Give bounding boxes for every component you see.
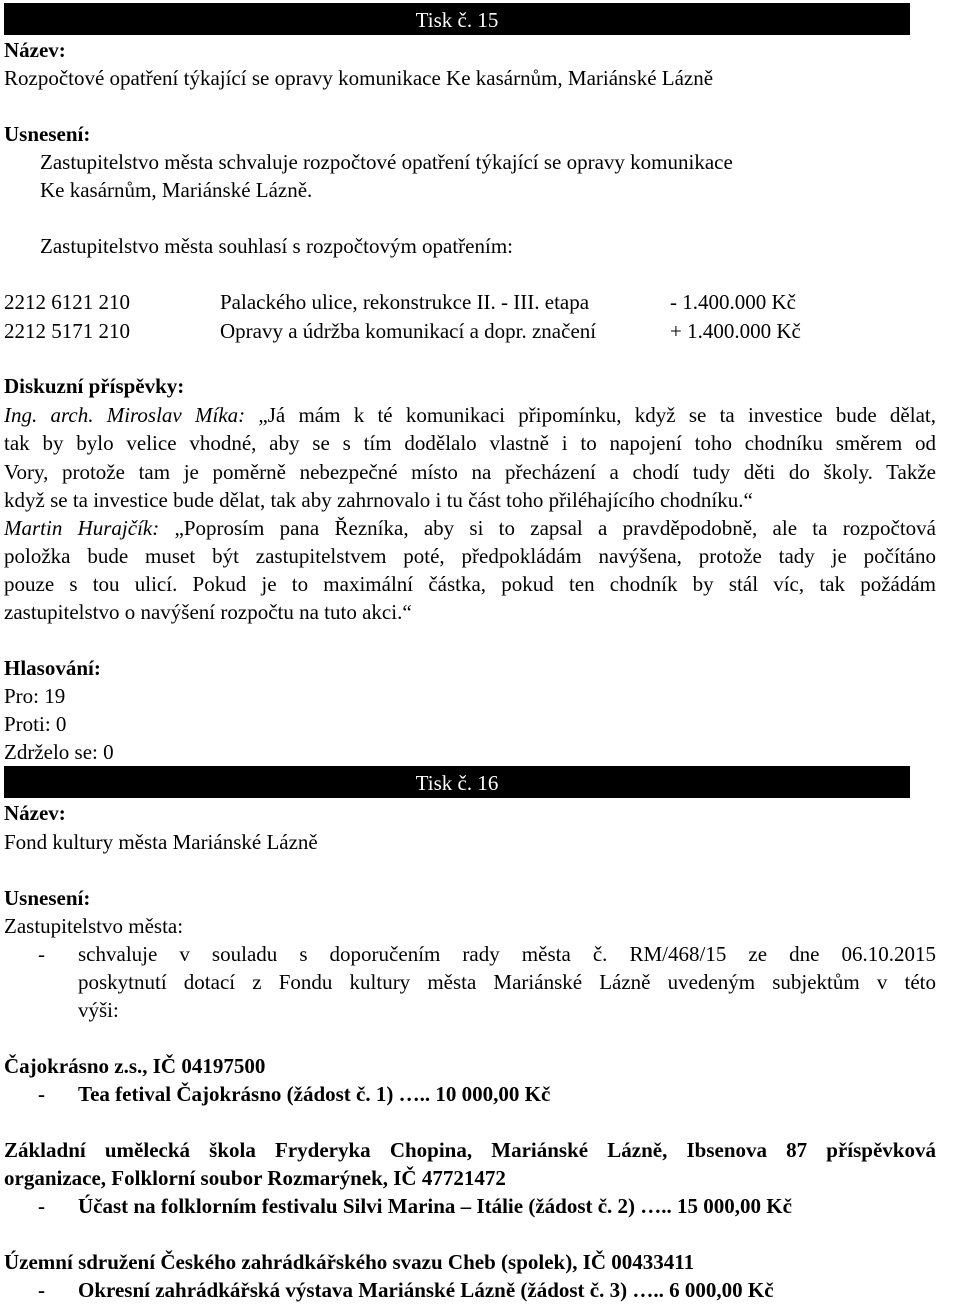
list-dash: - — [38, 1082, 45, 1106]
discussion-line: pouze s tou ulicí. Pokud je to maximální částka, pokud ten chodník by stál víc, tak požádám — [4, 572, 936, 596]
item-15-nazev-label: Název: — [4, 38, 66, 62]
vote-against: Proti: 0 — [4, 712, 67, 736]
speaker-2-name: Martin Hurajčík: — [4, 516, 160, 540]
grant-item-text: Účast na folklorním festivalu Silvi Marina – Itálie (žádost č. 2) ….. 15 000,00 Kč — [78, 1194, 792, 1218]
budget-amount: - 1.400.000 Kč — [670, 290, 796, 314]
item-15-usneseni-label: Usnesení: — [4, 122, 91, 146]
vote-for: Pro: 19 — [4, 684, 66, 708]
list-dash: - — [38, 1194, 45, 1218]
item-16-nazev-label: Název: — [4, 801, 66, 825]
budget-code: 2212 6121 210 — [4, 290, 130, 314]
speaker-2-text: „Poprosím pana Řezníka, aby si to zapsal a pravděpodobně, ale ta rozpočtová — [174, 516, 937, 540]
item-16-title: Fond kultury města Mariánské Lázně — [4, 830, 318, 854]
resolution-point-line-1: schvaluje v souladu s doporučením rady města č. RM/468/15 ze dne 06.10.2015 — [78, 942, 936, 966]
budget-code: 2212 5171 210 — [4, 319, 130, 343]
resolution-point — [0, 942, 960, 966]
grant-organization: organizace, Folklorní soubor Rozmarýnek, IČ 47721472 — [4, 1166, 506, 1190]
grant-item-text: Okresní zahrádkářská výstava Mariánské Lázně (žádost č. 3) ….. 6 000,00 Kč — [78, 1278, 774, 1302]
item-16-usneseni-label: Usnesení: — [4, 886, 91, 910]
budget-amount: + 1.400.000 Kč — [670, 319, 801, 343]
grant-item — [0, 1194, 960, 1218]
grant-organization: Čajokrásno z.s., IČ 04197500 — [4, 1054, 266, 1078]
list-dash: - — [38, 1278, 45, 1302]
speaker-1-text: „Já mám k té komunikaci připomínku, když se ta investice bude dělat, — [258, 403, 936, 427]
budget-description: Opravy a údržba komunikací a dopr. značení — [220, 319, 597, 343]
grant-item-text: Tea fetival Čajokrásno (žádost č. 1) ….. 10 000,00 Kč — [78, 1082, 551, 1106]
item-15-number: Tisk č. 15 — [415, 8, 499, 32]
vote-abstain: Zdrželo se: 0 — [4, 740, 114, 764]
grant-item — [0, 1278, 960, 1302]
resolution-point-line-2: poskytnutí dotací z Fondu kultury města Mariánské Lázně uvedeným subjektům v této — [78, 970, 936, 994]
discussion-line: položka bude muset být zastupitelstvem poté, předpokládám navýšena, protože tady je počítáno — [4, 544, 936, 568]
budget-description: Palackého ulice, rekonstrukce II. - III. etapa — [220, 290, 590, 314]
grant-item — [0, 1082, 960, 1106]
item-15-resolution-line-1: Zastupitelstvo města schvaluje rozpočtové opatření týkající se opravy komunikace — [40, 150, 733, 174]
discussion-line — [4, 516, 936, 540]
budget-row — [0, 290, 960, 314]
resolution-point-cont — [0, 998, 960, 1022]
speaker-1-name: Ing. arch. Miroslav Míka: — [4, 403, 246, 427]
item-15-title: Rozpočtové opatření týkající se opravy komunikace Ke kasárnům, Mariánské Lázně — [4, 66, 714, 90]
grant-organization: Územní sdružení Českého zahrádkářského svazu Cheb (spolek), IČ 00433411 — [4, 1250, 695, 1274]
resolution-point-cont — [0, 970, 960, 994]
discussion-line: když se ta investice bude dělat, tak aby zahrnovalo i tu část toho přiléhajícího chodníku.“ — [4, 488, 753, 512]
item-16-council-text: Zastupitelstvo města: — [4, 914, 184, 938]
budget-row — [0, 319, 960, 343]
grant-organization: Základní umělecká škola Fryderyka Chopina, Mariánské Lázně, Ibsenova 87 příspěvková — [4, 1138, 936, 1162]
item-16-header-bar — [4, 766, 910, 798]
resolution-point-line-3: výši: — [78, 998, 119, 1022]
voting-label: Hlasování: — [4, 656, 101, 680]
discussion-line: zastupitelstvo o navýšení rozpočtu na tuto akci.“ — [4, 600, 412, 624]
item-15-consent-text: Zastupitelstvo města souhlasí s rozpočtovým opatřením: — [40, 234, 514, 258]
discussion-line: tak by bylo velice vhodné, aby se s tím dodělalo vlastně i to napojení toho chodníku směrem od — [4, 431, 936, 455]
item-15-resolution-line-2: Ke kasárnům, Mariánské Lázně. — [40, 178, 313, 202]
discussion-line — [4, 403, 936, 427]
list-dash: - — [38, 942, 45, 966]
discussion-label: Diskuzní příspěvky: — [4, 374, 185, 398]
discussion-line: Vory, protože tam je poměrně nebezpečné místo na přecházení a chodí tudy děti do školy. Takže — [4, 460, 936, 484]
item-16-number: Tisk č. 16 — [415, 771, 499, 795]
item-15-header-bar — [4, 3, 910, 35]
